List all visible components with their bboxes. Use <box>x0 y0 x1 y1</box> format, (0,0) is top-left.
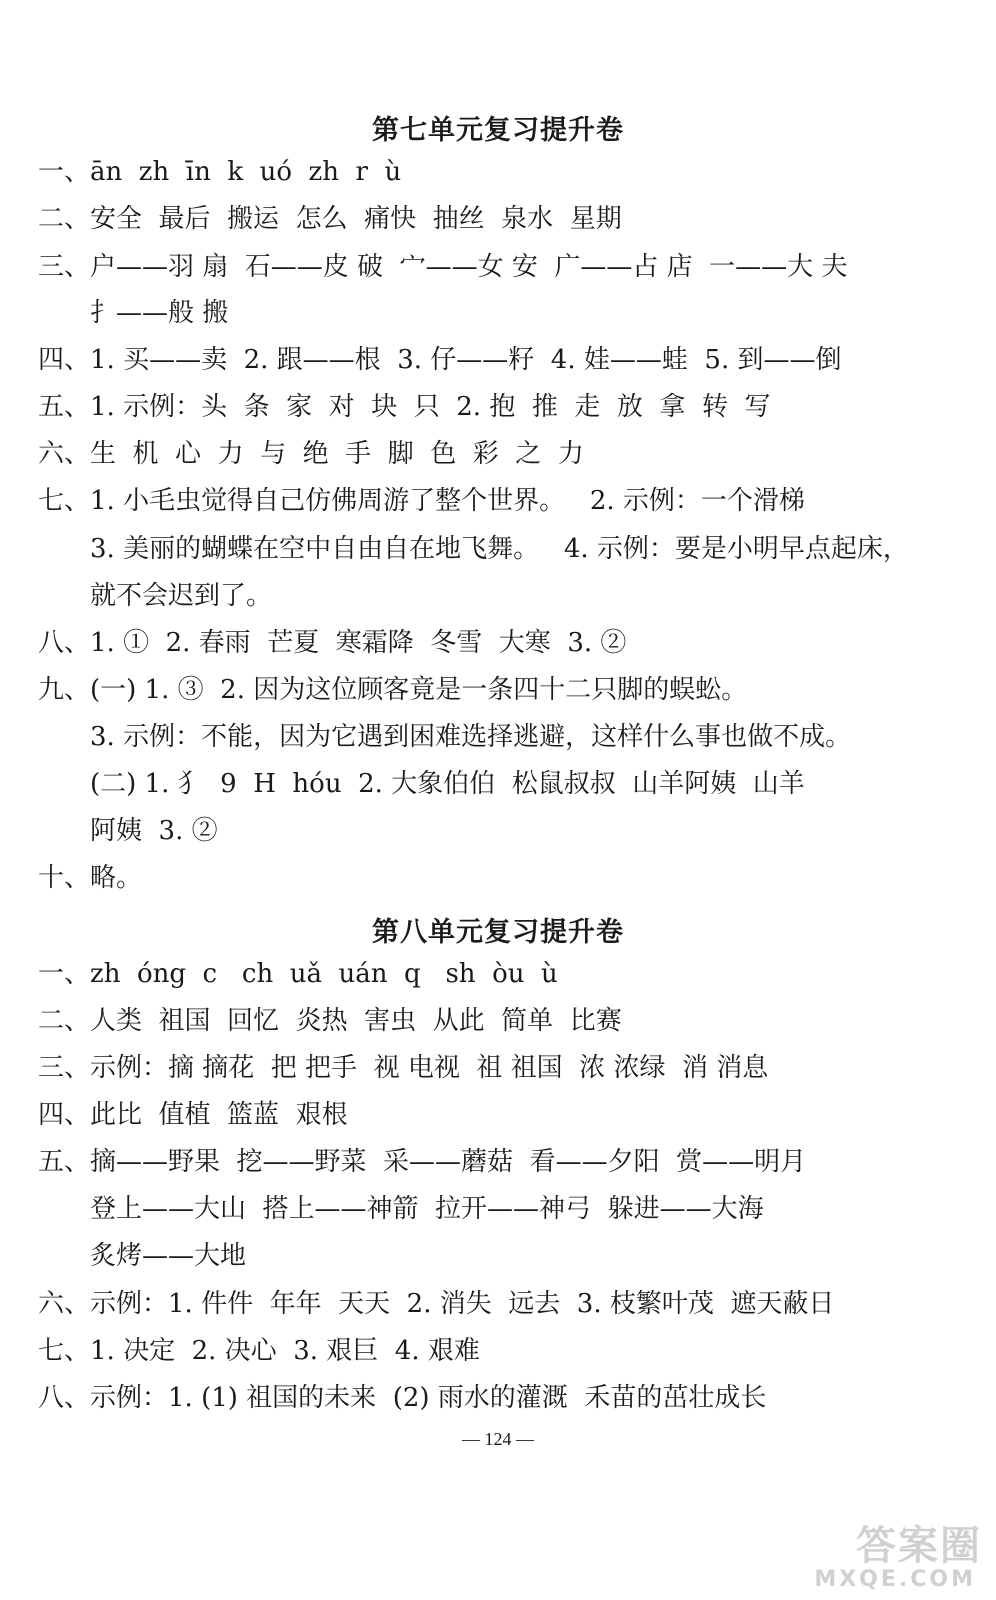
s7-answer-9-cont: 阿姨 3. ② <box>90 816 218 846</box>
s7-answer-7: 七、1. 小毛虫觉得自己仿佛周游了整个世界。 2. 示例：一个滑梯 <box>38 486 805 516</box>
s7-answer-3: 三、户——羽 扇 石——皮 破 宀——女 安 广——占 店 一——大 夫 <box>38 252 848 282</box>
s8-answer-4: 四、此比 值植 篮蓝 艰根 <box>38 1100 348 1130</box>
section8-title: 第八单元复习提升卷 <box>372 917 624 948</box>
s7-answer-1: 一、ān zh īn k uó zh r ù <box>38 157 402 187</box>
section7-title: 第七单元复习提升卷 <box>372 115 624 146</box>
s7-answer-7-cont: 就不会迟到了。 <box>90 581 273 611</box>
s7-answer-3-cont: 扌——般 搬 <box>90 298 229 328</box>
s8-answer-5-cont1: 登上——大山 搭上——神箭 拉开——神弓 躲进——大海 <box>90 1194 764 1224</box>
s7-answer-8: 八、1. ① 2. 春雨 芒夏 寒霜降 冬雪 大寒 3. ② <box>38 628 627 658</box>
s8-answer-5-cont2: 炙烤——大地 <box>90 1241 247 1271</box>
s7-answer-7-part2: 3. 美丽的蝴蝶在空中自由自在地飞舞。 4. 示例：要是小明早点起床， <box>90 534 909 564</box>
s7-answer-9-part3: (二) 1. 犭 9 H hóu 2. 大象伯伯 松鼠叔叔 山羊阿姨 山羊 <box>90 769 805 799</box>
s7-answer-10: 十、略。 <box>38 863 143 893</box>
s8-answer-3: 三、示例：摘 摘花 把 把手 视 电视 祖 祖国 浓 浓绿 消 消息 <box>38 1053 769 1083</box>
s8-answer-1: 一、zh óng c ch uǎ uán q sh òu ù <box>38 959 558 989</box>
s7-answer-5: 五、1. 示例：头 条 家 对 块 只 2. 抱 推 走 放 拿 转 写 <box>38 392 771 422</box>
s8-answer-7: 七、1. 决定 2. 决心 3. 艰巨 4. 艰难 <box>38 1336 480 1366</box>
page-number: — 124 — <box>462 1429 534 1449</box>
s8-answer-5: 五、摘——野果 挖——野菜 采——蘑菇 看——夕阳 赏——明月 <box>38 1147 807 1177</box>
watermark-logo <box>792 1514 982 1592</box>
s7-answer-6: 六、生 机 心 力 与 绝 手 脚 色 彩 之 力 <box>38 439 584 469</box>
s7-answer-4: 四、1. 买——卖 2. 跟——根 3. 仔——籽 4. 娃——蛙 5. 到——倒 <box>38 345 842 375</box>
s7-answer-9: 九、(一) 1. ③ 2. 因为这位顾客竟是一条四十二只脚的蜈蚣。 <box>38 675 748 705</box>
watermark-url: MXQE.COM <box>814 1567 976 1592</box>
s7-answer-9-part2: 3. 示例：不能，因为它遇到困难选择逃避，这样什么事也做不成。 <box>90 722 852 752</box>
s8-answer-2: 二、人类 祖国 回忆 炎热 害虫 从此 简单 比赛 <box>38 1006 622 1036</box>
watermark-text: 答案圈 <box>856 1523 982 1569</box>
s7-answer-2: 二、安全 最后 搬运 怎么 痛快 抽丝 泉水 星期 <box>38 204 622 234</box>
s8-answer-6: 六、示例：1. 件件 年年 天天 2. 消失 远去 3. 枝繁叶茂 遮天蔽日 <box>38 1289 835 1319</box>
s8-answer-8: 八、示例：1. (1) 祖国的未来 (2) 雨水的灌溉 禾苗的茁壮成长 <box>38 1383 767 1413</box>
